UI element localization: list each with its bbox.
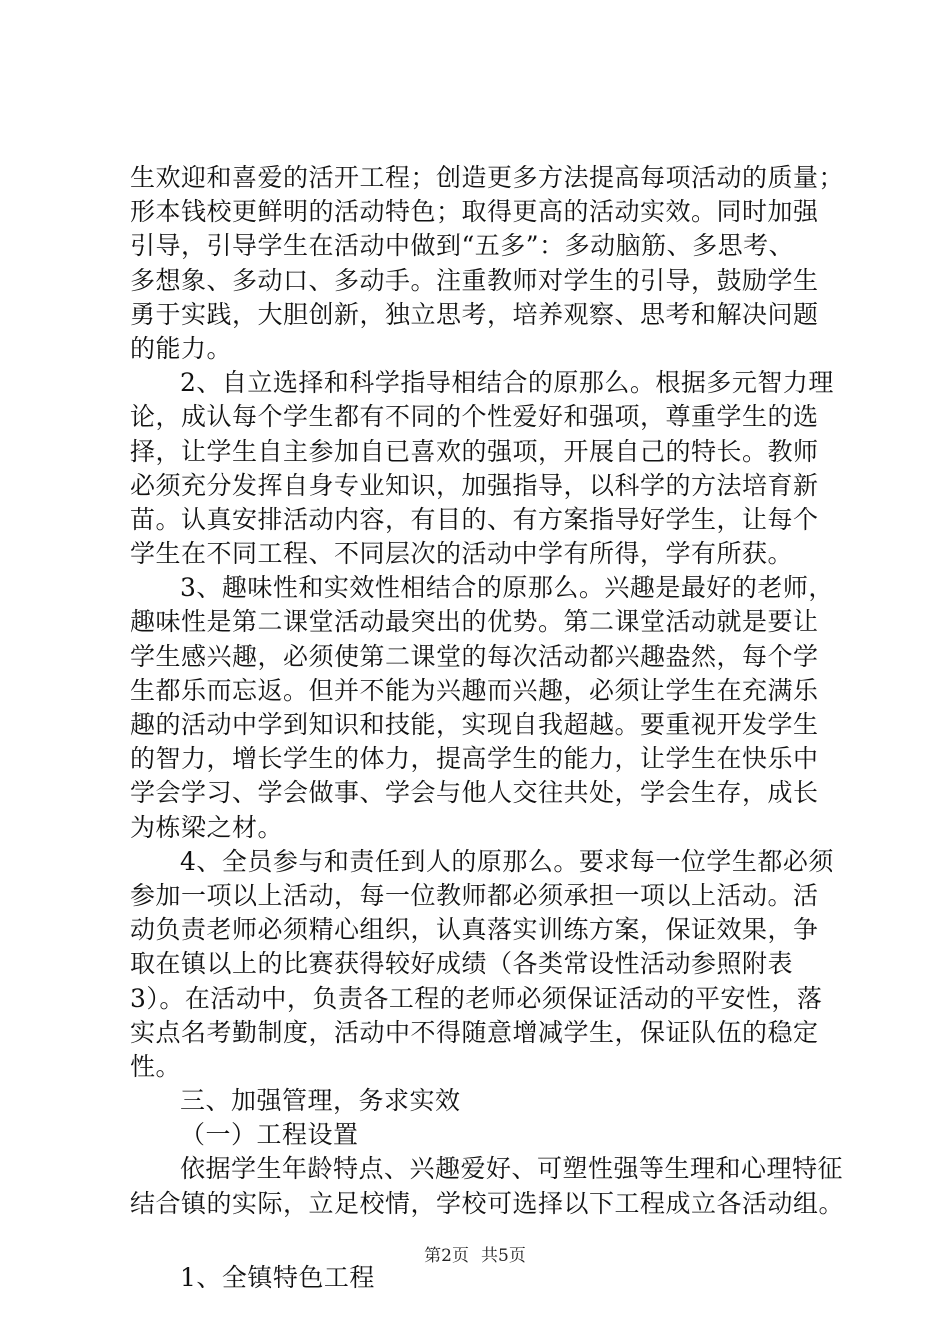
text-line: 形本钱校更鲜明的活动特色；取得更高的活动实效。同时加强 bbox=[130, 197, 819, 227]
text-line: 必须充分发挥自身专业知识，加强指导，以科学的方法培育新 bbox=[130, 470, 819, 500]
text-line: 引导，引导学生在活动中做到“五多”：多动脑筋、多思考、 bbox=[130, 231, 795, 261]
text-line: 的能力。 bbox=[130, 333, 233, 363]
text-line: 实点名考勤制度，活动中不得随意增减学生，保证队伍的稳定 bbox=[130, 1017, 819, 1047]
text-line: 择，让学生自主参加自已喜欢的强项，开展自己的特长。教师 bbox=[130, 436, 819, 466]
text-line: 3）。在活动中，负责各工程的老师必须保证活动的平安性，落 bbox=[130, 983, 823, 1013]
text-line: 论，成认每个学生都有不同的个性爱好和强项，尊重学生的选 bbox=[130, 402, 819, 432]
document-body bbox=[130, 161, 845, 1295]
subsection-heading: （一）工程设置 bbox=[180, 1120, 359, 1150]
text-line: 3、趣味性和实效性相结合的原那么。兴趣是最好的老师， bbox=[180, 573, 834, 603]
text-line: 苗。认真安排活动内容，有目的、有方案指导好学生，让每个 bbox=[130, 504, 819, 534]
text-line: 取在镇以上的比赛获得较好成绩（各类常设性活动参照附表 bbox=[130, 949, 794, 979]
section-heading: 三、加强管理，务求实效 bbox=[180, 1086, 461, 1116]
text-line: 的智力，增长学生的体力，提高学生的能力，让学生在快乐中 bbox=[130, 744, 819, 774]
page-footer bbox=[0, 1241, 950, 1266]
text-line: 学生感兴趣，必须使第二课堂的每次活动都兴趣盎然，每个学 bbox=[130, 641, 819, 671]
text-line: 性。 bbox=[130, 1051, 182, 1081]
page-number: 第2页 bbox=[424, 1246, 469, 1266]
item-heading: 1、全镇特色工程 bbox=[180, 1262, 375, 1292]
text-line: 生都乐而忘返。但并不能为兴趣而兴趣，必须让学生在充满乐 bbox=[130, 675, 819, 705]
text-line: 生欢迎和喜爱的活开工程；创造更多方法提高每项活动的质量； bbox=[130, 163, 845, 192]
text-line: 4、全员参与和责任到人的原那么。要求每一位学生都必须 bbox=[180, 846, 834, 876]
text-line: 动负责老师必须精心组织，认真落实训练方案，保证效果，争 bbox=[130, 915, 819, 945]
text-line: 参加一项以上活动，每一位教师都必须承担一项以上活动。活 bbox=[130, 880, 819, 910]
text-line: 多想象、多动口、多动手。注重教师对学生的引导，鼓励学生 bbox=[130, 265, 819, 295]
text-line: 为栋梁之材。 bbox=[130, 812, 284, 842]
text-line: 2、自立选择和科学指导相结合的原那么。根据多元智力理 bbox=[180, 368, 834, 398]
text-line: 学会学习、学会做事、学会与他人交往共处，学会生存，成长 bbox=[130, 778, 819, 808]
text-line: 趣的活动中学到知识和技能，实现自我超越。要重视开发学生 bbox=[130, 710, 819, 739]
text-line: 依据学生年龄特点、兴趣爱好、可塑性强等生理和心理特征 bbox=[180, 1154, 844, 1184]
text-line: 结合镇的实际，立足校情，学校可选择以下工程成立各活动组。 bbox=[130, 1188, 845, 1218]
text-line: 趣味性是第二课堂活动最突出的优势。第二课堂活动就是要让 bbox=[130, 607, 819, 637]
text-line: 勇于实践，大胆创新，独立思考，培养观察、思考和解决问题 bbox=[130, 299, 819, 329]
text-line: 学生在不同工程、不同层次的活动中学有所得，学有所获。 bbox=[130, 539, 794, 569]
page-total: 共5页 bbox=[481, 1246, 526, 1266]
